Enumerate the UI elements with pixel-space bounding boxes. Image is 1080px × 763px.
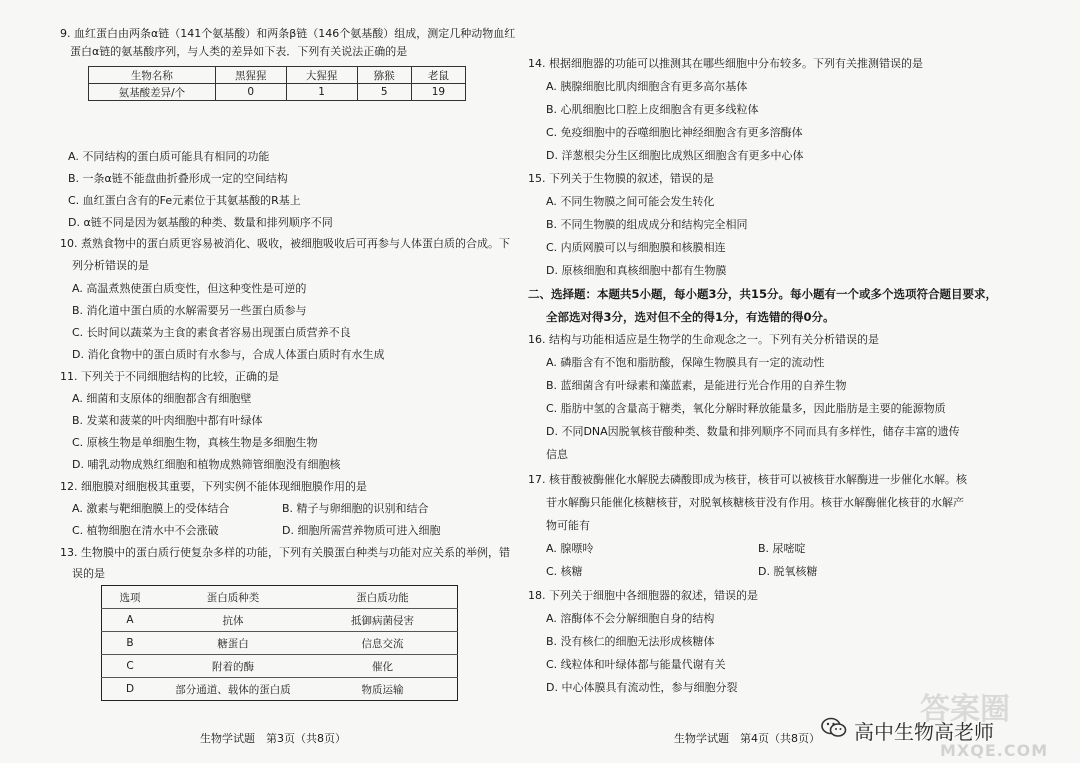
q10-option-c: C. 长时间以蔬菜为主食的素食者容易出现蛋白质营养不良: [72, 326, 351, 339]
q17-option-a: A. 腺嘌呤: [546, 542, 594, 555]
q14-stem: 14. 根据细胞器的功能可以推测其在哪些细胞中分布较多。下列有关推测错误的是: [528, 57, 923, 70]
q10-option-b: B. 消化道中蛋白质的水解需要另一些蛋白质参与: [72, 304, 307, 317]
left-page-footer: 生物学试题 第3页（共8页）: [200, 732, 346, 745]
q17-stem-line2: 苷水解酶只能催化核糖核苷，对脱氧核糖核苷没有作用。核苷水解酶催化核苷的水解产: [546, 496, 964, 509]
q17-stem-line3: 物可能有: [546, 519, 590, 532]
q12-option-a: A. 激素与靶细胞膜上的受体结合: [72, 502, 230, 515]
right-page-footer: 生物学试题 第4页（共8页）: [674, 732, 820, 745]
q9-table-header: 大猩猩: [286, 67, 357, 84]
q16-option-b: B. 蓝细菌含有叶绿素和藻蓝素，是能进行光合作用的自养生物: [546, 379, 847, 392]
q13-table-cell: 附着的酶: [158, 655, 308, 678]
q9-stem-line2: 蛋白α链的氨基酸序列，与人类的差异如下表．下列有关说法正确的是: [70, 45, 408, 58]
q14-option-c: C. 免疫细胞中的吞噬细胞比神经细胞含有更多溶酶体: [546, 126, 803, 139]
q9-table-header: 黑猩猩: [215, 67, 286, 84]
q13-table-cell: 抵御病菌侵害: [308, 609, 458, 632]
q15-option-b: B. 不同生物膜的组成成分和结构完全相同: [546, 218, 748, 231]
q12-option-d: D. 细胞所需营养物质可进入细胞: [282, 524, 441, 537]
q9-table-cell: 19: [411, 84, 465, 101]
q13-table-header: 蛋白质功能: [308, 586, 458, 609]
q18-option-d: D. 中心体膜具有流动性，参与细胞分裂: [546, 681, 738, 694]
q16-option-d: D. 不同DNA因脱氧核苷酸种类、数量和排列顺序不同而具有多样性，储存丰富的遗传: [546, 425, 960, 438]
q15-option-c: C. 内质网膜可以与细胞膜和核膜相连: [546, 241, 726, 254]
q9-table-cell: 5: [357, 84, 411, 101]
right-page: [528, 0, 1080, 763]
q9-option-a: A. 不同结构的蛋白质可能具有相同的功能: [68, 150, 270, 163]
q9-option-d: D. α链不同是因为氨基酸的种类、数量和排列顺序不同: [68, 216, 333, 229]
q14-option-b: B. 心肌细胞比口腔上皮细胞含有更多线粒体: [546, 103, 759, 116]
q17-option-b: B. 尿嘧啶: [758, 542, 806, 555]
watermark-text: 高中生物高老师: [854, 720, 994, 744]
q13-table: [101, 585, 458, 701]
q16-option-c: C. 脂肪中氢的含量高于糖类，氧化分解时释放能量多，因此脂肪是主要的能源物质: [546, 402, 946, 415]
q12-option-b: B. 精子与卵细胞的识别和结合: [282, 502, 429, 515]
q9-table-header: 生物名称: [89, 67, 216, 84]
q13-stem-line1: 13. 生物膜中的蛋白质行使复杂多样的功能，下列有关膜蛋白种类与功能对应关系的举例，错: [60, 546, 510, 559]
q9-table-cell: 0: [215, 84, 286, 101]
q16-option-a: A. 磷脂含有不饱和脂肪酸，保障生物膜具有一定的流动性: [546, 356, 825, 369]
q12-option-c: C. 植物细胞在清水中不会涨破: [72, 524, 219, 537]
q10-stem-line1: 10. 煮熟食物中的蛋白质更容易被消化、吸收，被细胞吸收后可再参与人体蛋白质的合成。下: [60, 237, 510, 250]
q10-option-a: A. 高温煮熟使蛋白质变性，但这种变性是可逆的: [72, 282, 307, 295]
wechat-icon: [820, 716, 848, 744]
section2-heading-line2: 全部选对得3分，选对但不全的得1分，有选错的得0分。: [546, 310, 835, 324]
q15-option-a: A. 不同生物膜之间可能会发生转化: [546, 195, 715, 208]
q17-option-d: D. 脱氧核糖: [758, 565, 818, 578]
q15-stem: 15. 下列关于生物膜的叙述，错误的是: [528, 172, 714, 185]
q9-option-c: C. 血红蛋白含有的Fe元素位于其氨基酸的R基上: [68, 194, 301, 207]
q9-table: [88, 66, 466, 101]
q18-option-b: B. 没有核仁的细胞无法形成核糖体: [546, 635, 715, 648]
q9-table-header: 老鼠: [411, 67, 465, 84]
q18-stem: 18. 下列关于细胞中各细胞器的叙述，错误的是: [528, 589, 758, 602]
q18-option-a: A. 溶酶体不会分解细胞自身的结构: [546, 612, 715, 625]
q9-option-b: B. 一条α链不能盘曲折叠形成一定的空间结构: [68, 172, 288, 185]
q10-option-d: D. 消化食物中的蛋白质时有水参与，合成人体蛋白质时有水生成: [72, 348, 385, 361]
section2-heading-line1: 二、选择题：本题共5小题，每小题3分，共15分。每小题有一个或多个选项符合题目要求，: [528, 287, 998, 301]
q13-table-cell: 催化: [308, 655, 458, 678]
q14-option-a: A. 胰腺细胞比肌肉细胞含有更多高尔基体: [546, 80, 748, 93]
site-watermark: MXQE.COM: [940, 741, 1049, 760]
site-watermark-cn: 答案圈: [920, 692, 1010, 727]
q9-table-header: 猕猴: [357, 67, 411, 84]
q18-option-c: C. 线粒体和叶绿体都与能量代谢有关: [546, 658, 726, 671]
q11-stem: 11. 下列关于不同细胞结构的比较，正确的是: [60, 370, 279, 383]
q9-table-cell: 1: [286, 84, 357, 101]
q13-table-cell: 信息交流: [308, 632, 458, 655]
q13-table-cell: B: [102, 632, 159, 655]
q17-stem-line1: 17. 核苷酸被酶催化水解脱去磷酸即成为核苷，核苷可以被核苷水解酶进一步催化水解。核: [528, 473, 967, 486]
q15-option-d: D. 原核细胞和真核细胞中都有生物膜: [546, 264, 727, 277]
q17-option-c: C. 核糖: [546, 565, 583, 578]
q11-option-a: A. 细菌和支原体的细胞都含有细胞壁: [72, 392, 252, 405]
q13-table-cell: D: [125, 683, 135, 695]
q13-table-cell: 糖蛋白: [158, 632, 308, 655]
q13-table-cell: C: [102, 655, 159, 678]
q16-stem: 16. 结构与功能相适应是生物学的生命观念之一。下列有关分析错误的是: [528, 333, 879, 346]
q16-option-d-continued: 信息: [546, 448, 568, 461]
q9-stem-line1: 9. 血红蛋白由两条α链（141个氨基酸）和两条β链（146个氨基酸）组成，测定几种动物血红: [60, 27, 516, 40]
q13-table-cell: 部分通道、载体的蛋白质: [175, 683, 291, 696]
q11-option-d: D. 哺乳动物成熟红细胞和植物成熟筛管细胞没有细胞核: [72, 458, 341, 471]
q10-stem-line2: 列分析错误的是: [72, 259, 149, 272]
q13-table-cell: A: [102, 609, 159, 632]
q13-table-cell: 抗体: [158, 609, 308, 632]
q13-stem-line2: 误的是: [72, 567, 105, 580]
q11-option-b: B. 发菜和菠菜的叶肉细胞中都有叶绿体: [72, 414, 263, 427]
q9-table-cell: 氨基酸差异/个: [89, 84, 216, 101]
q13-table-header: 选项: [102, 586, 159, 609]
q11-option-c: C. 原核生物是单细胞生物，真核生物是多细胞生物: [72, 436, 318, 449]
q13-table-cell: 物质运输: [361, 683, 404, 696]
q14-option-d: D. 洋葱根尖分生区细胞比成熟区细胞含有更多中心体: [546, 149, 804, 162]
q12-stem: 12. 细胞膜对细胞极其重要，下列实例不能体现细胞膜作用的是: [60, 480, 367, 493]
q13-table-header: 蛋白质种类: [158, 586, 308, 609]
